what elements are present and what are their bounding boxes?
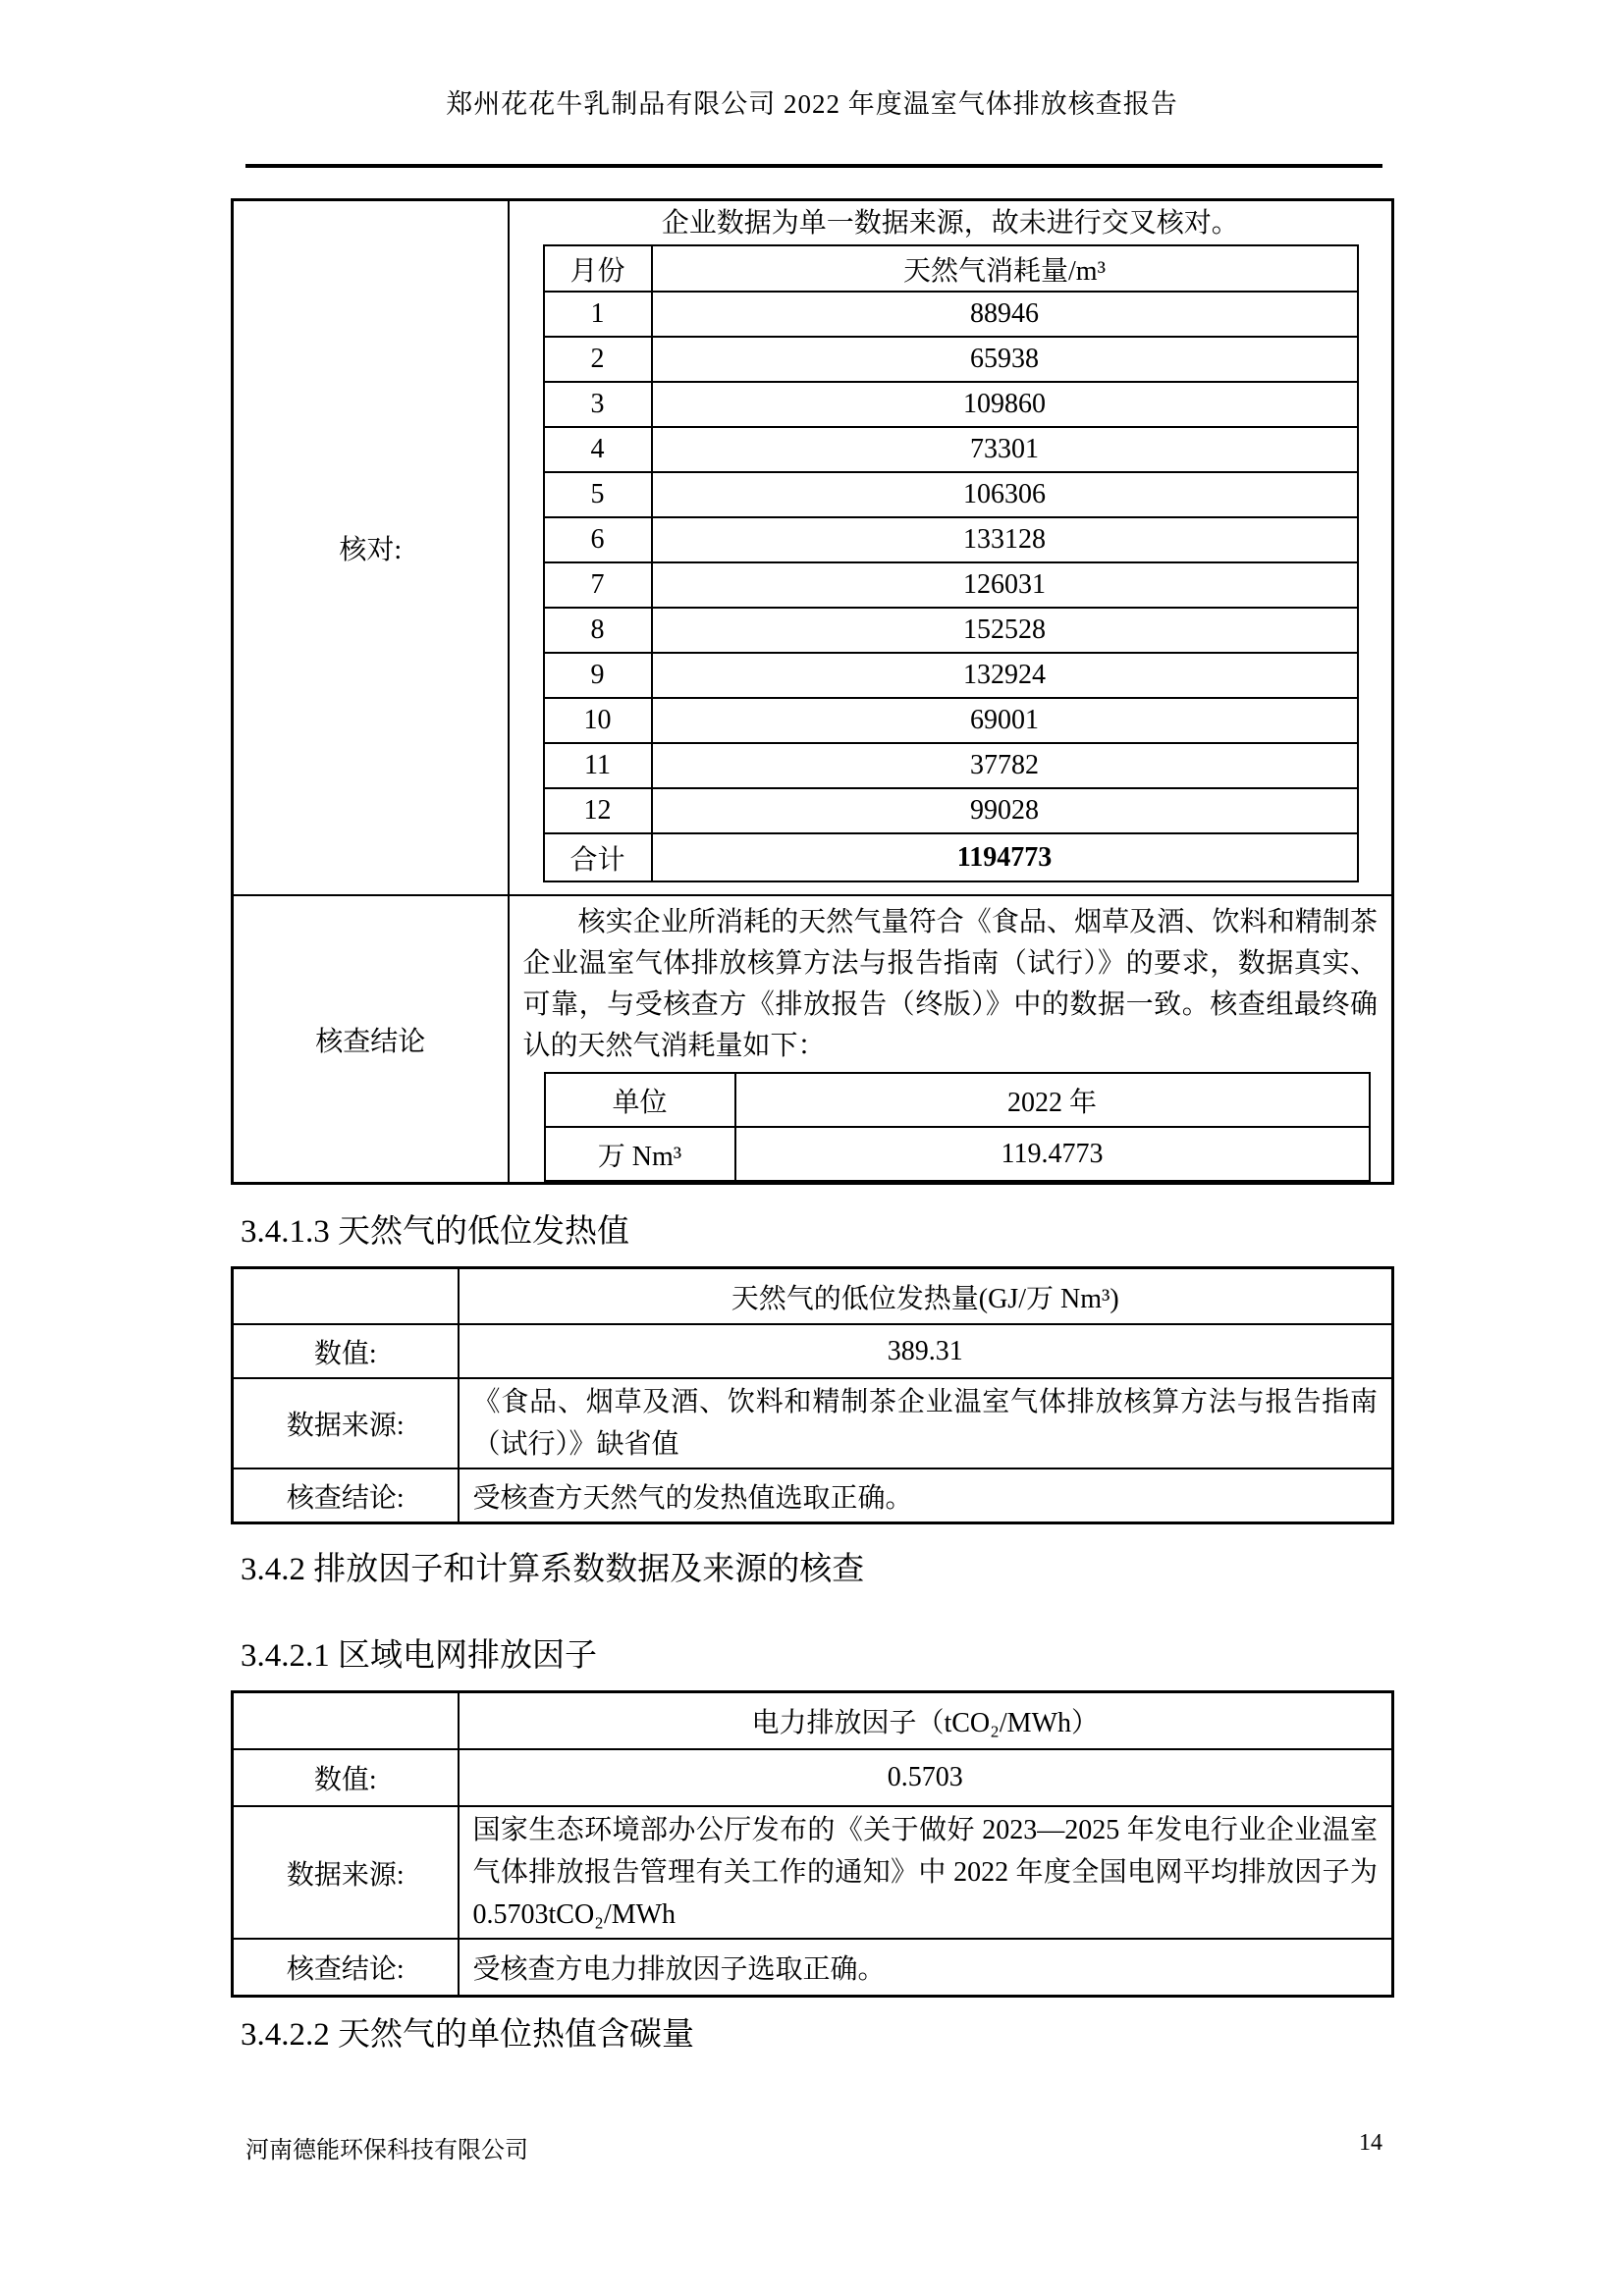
consumption-cell: 88946 bbox=[652, 292, 1358, 337]
table-row bbox=[233, 1378, 1393, 1468]
consumption-cell: 133128 bbox=[652, 517, 1358, 562]
grid-factor-conclusion: 受核查方电力排放因子选取正确。 bbox=[459, 1939, 1393, 1997]
table-row bbox=[233, 1268, 1393, 1325]
consumption-cell: 73301 bbox=[652, 427, 1358, 472]
source-label: 数据来源: bbox=[233, 1378, 459, 1468]
value-label: 数值: bbox=[233, 1749, 459, 1806]
table-row bbox=[233, 1939, 1393, 1997]
footer-company: 河南德能环保科技有限公司 bbox=[245, 2138, 528, 2163]
empty-cell bbox=[233, 1692, 459, 1750]
page-title: 郑州花花牛乳制品有限公司 2022 年度温室气体排放核查报告 bbox=[446, 89, 1178, 119]
summary-header-row bbox=[545, 1073, 1370, 1127]
consumption-cell: 37782 bbox=[652, 743, 1358, 788]
grid-factor-value: 0.5703 bbox=[459, 1749, 1393, 1806]
month-cell: 3 bbox=[544, 382, 652, 427]
month-cell: 2 bbox=[544, 337, 652, 382]
monthly-total-row bbox=[544, 833, 1358, 881]
month-cell: 11 bbox=[544, 743, 652, 788]
conclusion-label: 核查结论: bbox=[233, 1939, 459, 1997]
month-cell: 5 bbox=[544, 472, 652, 517]
conclusion-row bbox=[233, 895, 1393, 1184]
section-heading-emission-factors: 3.4.2 排放因子和计算系数数据及来源的核查 bbox=[241, 1552, 865, 1587]
unit-header: 单位 bbox=[545, 1073, 735, 1127]
verification-table bbox=[231, 198, 1394, 1185]
month-cell: 12 bbox=[544, 788, 652, 833]
ncv-table bbox=[231, 1266, 1394, 1524]
conclusion-label: 核查结论 bbox=[233, 895, 509, 1184]
ncv-conclusion: 受核查方天然气的发热值选取正确。 bbox=[459, 1468, 1393, 1523]
month-cell: 7 bbox=[544, 562, 652, 608]
table-row bbox=[233, 1806, 1393, 1939]
source-label: 数据来源: bbox=[233, 1806, 459, 1939]
consumption-cell: 99028 bbox=[652, 788, 1358, 833]
table-row bbox=[544, 788, 1358, 833]
table-row bbox=[233, 1468, 1393, 1523]
consumption-cell: 152528 bbox=[652, 608, 1358, 653]
table-row bbox=[233, 1692, 1393, 1750]
month-cell: 1 bbox=[544, 292, 652, 337]
header-rule bbox=[245, 164, 1382, 168]
month-cell: 10 bbox=[544, 698, 652, 743]
conclusion-paragraph: 核实企业所消耗的天然气量符合《食品、烟草及酒、饮料和精制茶企业温室气体排放核算方法与报告指南（试行）》的要求，数据真实、可靠，与受核查方《排放报告（终版）》中的数据一致。核查组最终确认的天然气消耗量如下： bbox=[522, 907, 1378, 1061]
consumption-column-header: 天然气消耗量/m³ bbox=[652, 245, 1358, 292]
table-row bbox=[544, 517, 1358, 562]
summary-value-row bbox=[545, 1127, 1370, 1181]
conclusion-label: 核查结论: bbox=[233, 1468, 459, 1523]
monthly-consumption-table bbox=[543, 244, 1359, 882]
grid-factor-header: 电力排放因子（tCO₂/MWh） bbox=[459, 1692, 1393, 1750]
consumption-cell: 65938 bbox=[652, 337, 1358, 382]
grid-factor-source: 国家生态环境部办公厅发布的《关于做好 2023—2025 年发电行业企业温室气体排放报告管理有关工作的通知》中 2022 年度全国电网平均排放因子为 0.5703tCO₂/MWh bbox=[459, 1806, 1393, 1939]
consumption-cell: 126031 bbox=[652, 562, 1358, 608]
total-value: 1194773 bbox=[652, 833, 1358, 881]
consumption-cell: 109860 bbox=[652, 382, 1358, 427]
month-column-header: 月份 bbox=[544, 245, 652, 292]
empty-cell bbox=[233, 1268, 459, 1325]
year-header: 2022 年 bbox=[735, 1073, 1370, 1127]
table-row bbox=[544, 427, 1358, 472]
section-heading-grid-factor: 3.4.2.1 区域电网排放因子 bbox=[241, 1638, 597, 1674]
table-row bbox=[544, 292, 1358, 337]
value-label: 数值: bbox=[233, 1324, 459, 1378]
month-cell: 6 bbox=[544, 517, 652, 562]
consumption-cell: 132924 bbox=[652, 653, 1358, 698]
month-cell: 4 bbox=[544, 427, 652, 472]
grid-factor-table bbox=[231, 1690, 1394, 1998]
value-cell: 119.4773 bbox=[735, 1127, 1370, 1181]
table-row bbox=[233, 1324, 1393, 1378]
monthly-header-row bbox=[544, 245, 1358, 292]
month-cell: 9 bbox=[544, 653, 652, 698]
total-label: 合计 bbox=[544, 833, 652, 881]
check-label: 核对: bbox=[233, 200, 509, 896]
check-row bbox=[233, 200, 1393, 896]
page-footer bbox=[245, 2130, 1382, 2164]
table-row bbox=[544, 743, 1358, 788]
confirmed-consumption-table bbox=[544, 1072, 1371, 1182]
table-row bbox=[544, 472, 1358, 517]
single-source-note: 企业数据为单一数据来源，故未进行交叉核对。 bbox=[661, 208, 1239, 239]
table-row bbox=[544, 698, 1358, 743]
conclusion-content-cell bbox=[509, 895, 1393, 1184]
month-cell: 8 bbox=[544, 608, 652, 653]
table-row bbox=[544, 608, 1358, 653]
table-row bbox=[544, 562, 1358, 608]
table-row bbox=[544, 382, 1358, 427]
footer-page-number: 14 bbox=[1359, 2130, 1382, 2156]
section-heading-carbon-content: 3.4.2.2 天然气的单位热值含碳量 bbox=[241, 2017, 694, 2053]
ncv-header: 天然气的低位发热量(GJ/万 Nm³) bbox=[459, 1268, 1393, 1325]
table-row bbox=[233, 1749, 1393, 1806]
check-content-cell bbox=[509, 200, 1393, 896]
unit-cell: 万 Nm³ bbox=[545, 1127, 735, 1181]
ncv-value: 389.31 bbox=[459, 1324, 1393, 1378]
consumption-cell: 106306 bbox=[652, 472, 1358, 517]
ncv-source: 《食品、烟草及酒、饮料和精制茶企业温室气体排放核算方法与报告指南（试行）》缺省值 bbox=[459, 1378, 1393, 1468]
section-heading-ncv: 3.4.1.3 天然气的低位发热值 bbox=[241, 1214, 629, 1250]
consumption-cell: 69001 bbox=[652, 698, 1358, 743]
table-row bbox=[544, 337, 1358, 382]
table-row bbox=[544, 653, 1358, 698]
